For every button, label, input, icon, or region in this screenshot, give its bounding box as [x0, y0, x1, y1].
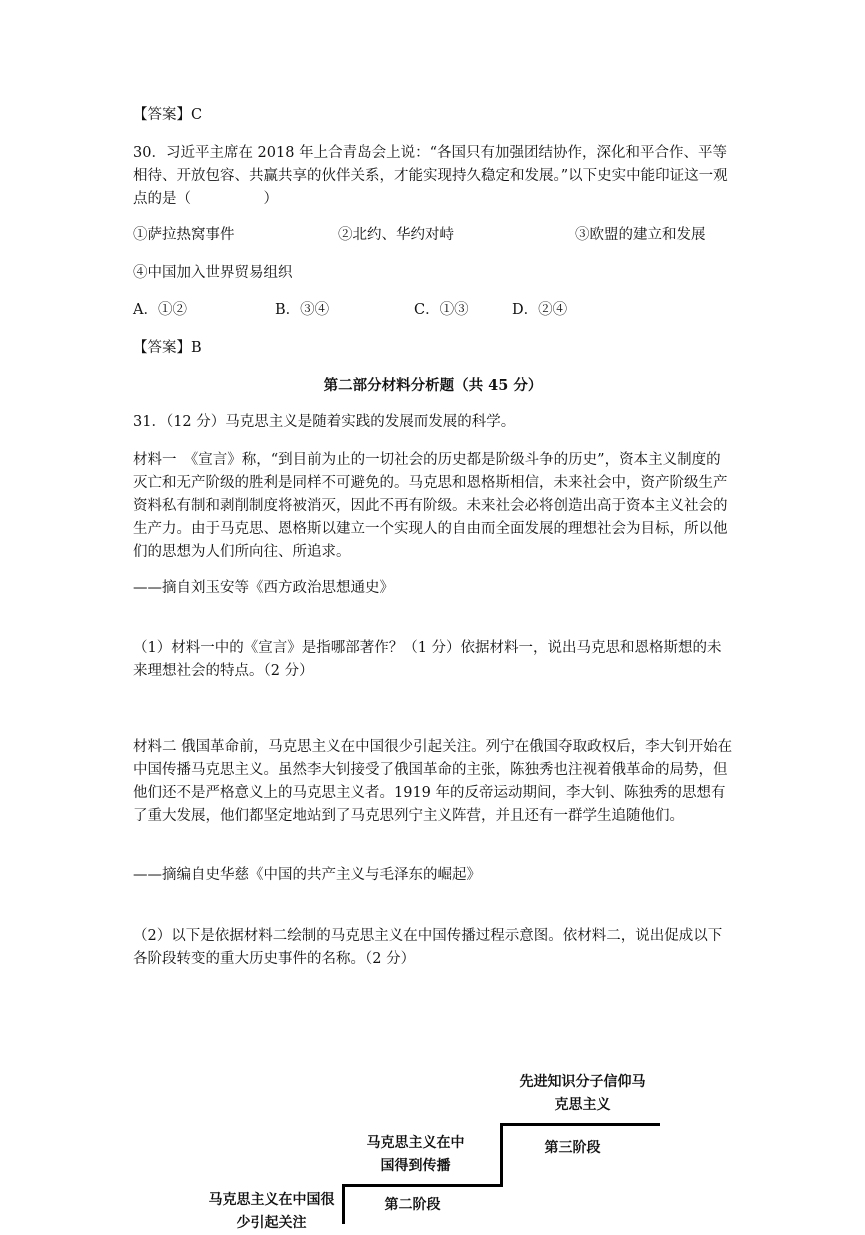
material-1-source: ——摘自刘玉安等《西方政治思想通史》 — [133, 580, 394, 596]
answer-29: 【答案】C — [133, 107, 203, 123]
stage3-step-riser — [500, 1123, 503, 1187]
stage2-label: 第二阶段 — [384, 1197, 441, 1213]
stage2-step-top — [343, 1184, 503, 1187]
material-1: 材料一 《宣言》称，“到目前为止的一切社会的历史都是阶级斗争的历史”，资本主义制度的灭亡和无产阶级的胜利是同样不可避免的。马克思和恩格斯相信，未来社会中，资产阶级生产资料私有制和剥削制度将被消灭，因此不再有阶级。未来社会必将创造出高于资本主义社会的生产力。由于马克思、恩格斯以建立一个实现人的自由而全面发展的理想社会为目标，所以他们的思想为人们所向往、所追求。 — [133, 452, 728, 560]
sub-question-1: （1）材料一中的《宣言》是指哪部著作？（1 分）依据材料一，说出马克思和恩格斯想的未来理想社会的特点。（2 分） — [133, 640, 722, 679]
stage3-label: 第三阶段 — [544, 1140, 601, 1156]
part2-heading: 第二部分材料分析题（共 45 分） — [323, 377, 543, 394]
question-31-stem: 31．（12 分）马克思主义是随着实践的发展而发展的科学。 — [133, 414, 516, 430]
sub-question-2: （2）以下是依据材料二绘制的马克思主义在中国传播过程示意图。依材料二，说出促成以下各阶段转变的重大历史事件的名称。（2 分） — [133, 928, 723, 967]
question-30-stem: 30．习近平主席在 2018 年上合青岛会上说：“各国只有加强团结协作，深化和平合作、平等相待、开放包容、共赢共享的伙伴关系，才能实现持久稳定和发展。”以下史实中能印证这一观点的是（ ） — [133, 145, 728, 207]
stage1-description: 马克思主义在中国很少引起关注 — [208, 1192, 335, 1231]
stage2-step-riser — [342, 1184, 345, 1224]
stage3-step-top — [502, 1123, 660, 1126]
q30-item-2: ②北约、华约对峙 — [338, 227, 454, 243]
material-2: 材料二 俄国革命前，马克思主义在中国很少引起关注。列宁在俄国夺取政权后，李大钊开始在中国传播马克思主义。虽然李大钊接受了俄国革命的主张，陈独秀也注视着俄革命的局势，但他们还不是严格意义上的马克思主义者。1919 年的反帝运动期间，李大钊、陈独秀的思想有了重大发展，他们都坚定地站到了马克思列宁主义阵营，并且还有一群学生追随他们。 — [133, 739, 733, 824]
q30-item-3: ③欧盟的建立和发展 — [575, 227, 706, 243]
q30-choice-d: D．②④ — [512, 302, 568, 318]
stage2-description: 马克思主义在中国得到传播 — [366, 1135, 465, 1174]
q30-item-1: ①萨拉热窝事件 — [133, 227, 235, 243]
stage3-description: 先进知识分子信仰马克思主义 — [519, 1074, 646, 1113]
material-2-source: ——摘编自史华慈《中国的共产主义与毛泽东的崛起》 — [133, 867, 481, 883]
q30-choice-b: B．③④ — [275, 302, 330, 318]
answer-30: 【答案】B — [133, 340, 202, 356]
q30-choice-c: C．①③ — [414, 302, 469, 318]
q30-item-4: ④中国加入世界贸易组织 — [133, 265, 293, 281]
q30-choice-a: A．①② — [133, 302, 187, 318]
